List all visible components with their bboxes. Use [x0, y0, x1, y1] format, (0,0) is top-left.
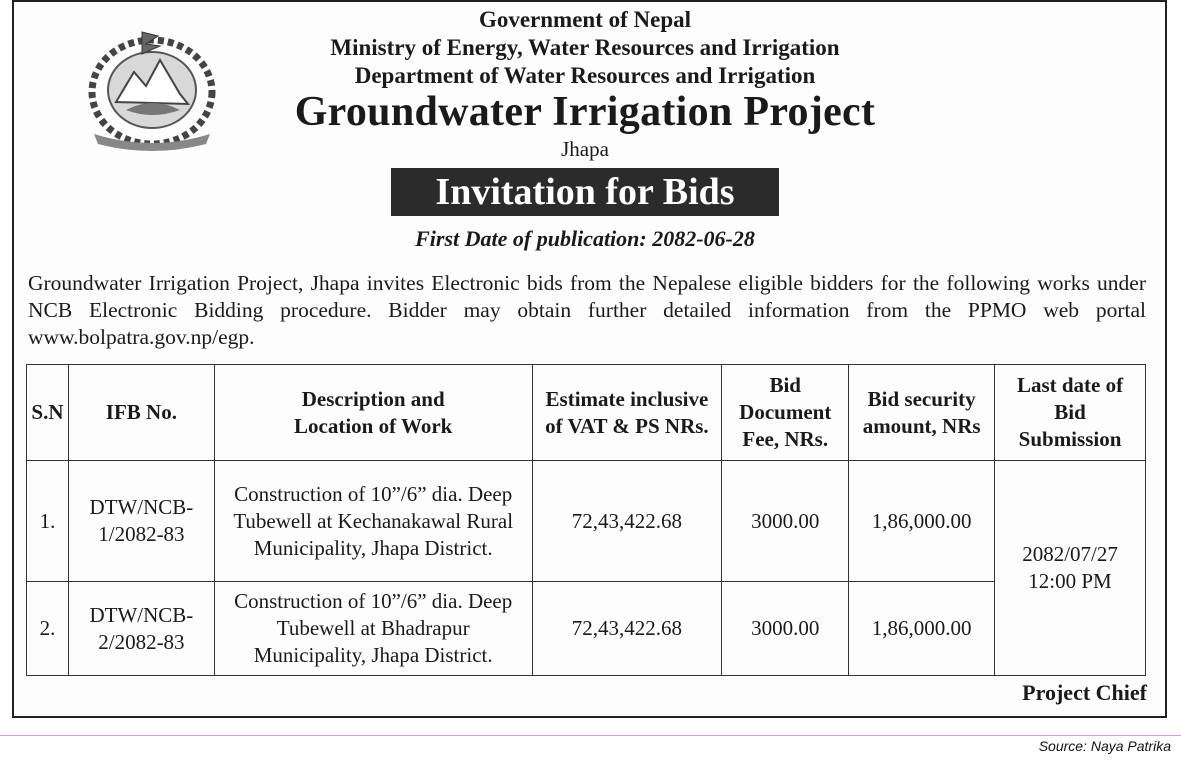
row-security: 1,86,000.00	[849, 582, 995, 676]
table-row	[27, 582, 1146, 676]
table-header-row	[27, 365, 1146, 461]
bids-table	[26, 364, 1146, 676]
row-estimate: 72,43,422.68	[532, 582, 722, 676]
row-estimate: 72,43,422.68	[532, 461, 722, 582]
last-time: 12:00 PM	[1028, 569, 1112, 593]
header-estimate: Estimate inclusive of VAT & PS NRs.	[532, 365, 722, 461]
header-sn: S.N	[27, 365, 69, 461]
department-heading: Department of Water Resources and Irrigation	[354, 63, 816, 88]
project-location: Jhapa	[561, 137, 609, 161]
row-security: 1,86,000.00	[849, 461, 995, 582]
row-ifb	[68, 461, 214, 582]
notice-title-banner: Invitation for Bids	[391, 168, 779, 216]
publication-date: First Date of publication: 2082-06-28	[415, 226, 755, 251]
ifb-line: DTW/NCB-	[89, 495, 194, 519]
ifb-line: DTW/NCB-	[89, 602, 194, 627]
header-description: Description and Location of Work	[214, 365, 532, 461]
row-description: Construction of 10”/6” dia. Deep Tubewell at Kechanakawal Rural Municipality, Jhapa District.	[214, 461, 532, 582]
signer: Project Chief	[1022, 680, 1147, 705]
government-heading: Government of Nepal	[478, 7, 692, 32]
project-title: Groundwater Irrigation Project	[294, 89, 876, 135]
header-last-date: Last date of Bid Submission	[995, 365, 1146, 461]
header-ifb: IFB No.	[68, 365, 214, 461]
ifb-line: 1/2082-83	[98, 522, 185, 546]
table-row	[27, 461, 1146, 582]
header-fee: Bid Document Fee, NRs.	[722, 365, 849, 461]
row-ifb	[68, 582, 214, 676]
last-date: 2082/07/27	[1022, 542, 1118, 566]
intro-paragraph: Groundwater Irrigation Project, Jhapa invites Electronic bids from the Nepalese eligible bidders for the following works under NCB Electronic Bidding procedure. Bidder may obtain further detailed information from the PPMO web portal www.bolpatra.gov.np/egp.	[28, 271, 1146, 349]
ministry-heading: Ministry of Energy, Water Resources and Irrigation	[330, 35, 840, 60]
row-sn: 1.	[27, 461, 69, 582]
header-security: Bid security amount, NRs	[849, 365, 995, 461]
last-date-cell	[995, 461, 1146, 676]
divider	[0, 735, 1181, 736]
row-fee: 3000.00	[722, 461, 849, 582]
source-credit: Source: Naya Patrika	[1038, 738, 1171, 754]
row-fee: 3000.00	[722, 582, 849, 676]
row-description: Construction of 10”/6” dia. Deep Tubewell at Bhadrapur Municipality, Jhapa District.	[214, 582, 532, 676]
row-sn: 2.	[27, 582, 69, 676]
ifb-line: 2/2082-83	[98, 629, 185, 654]
